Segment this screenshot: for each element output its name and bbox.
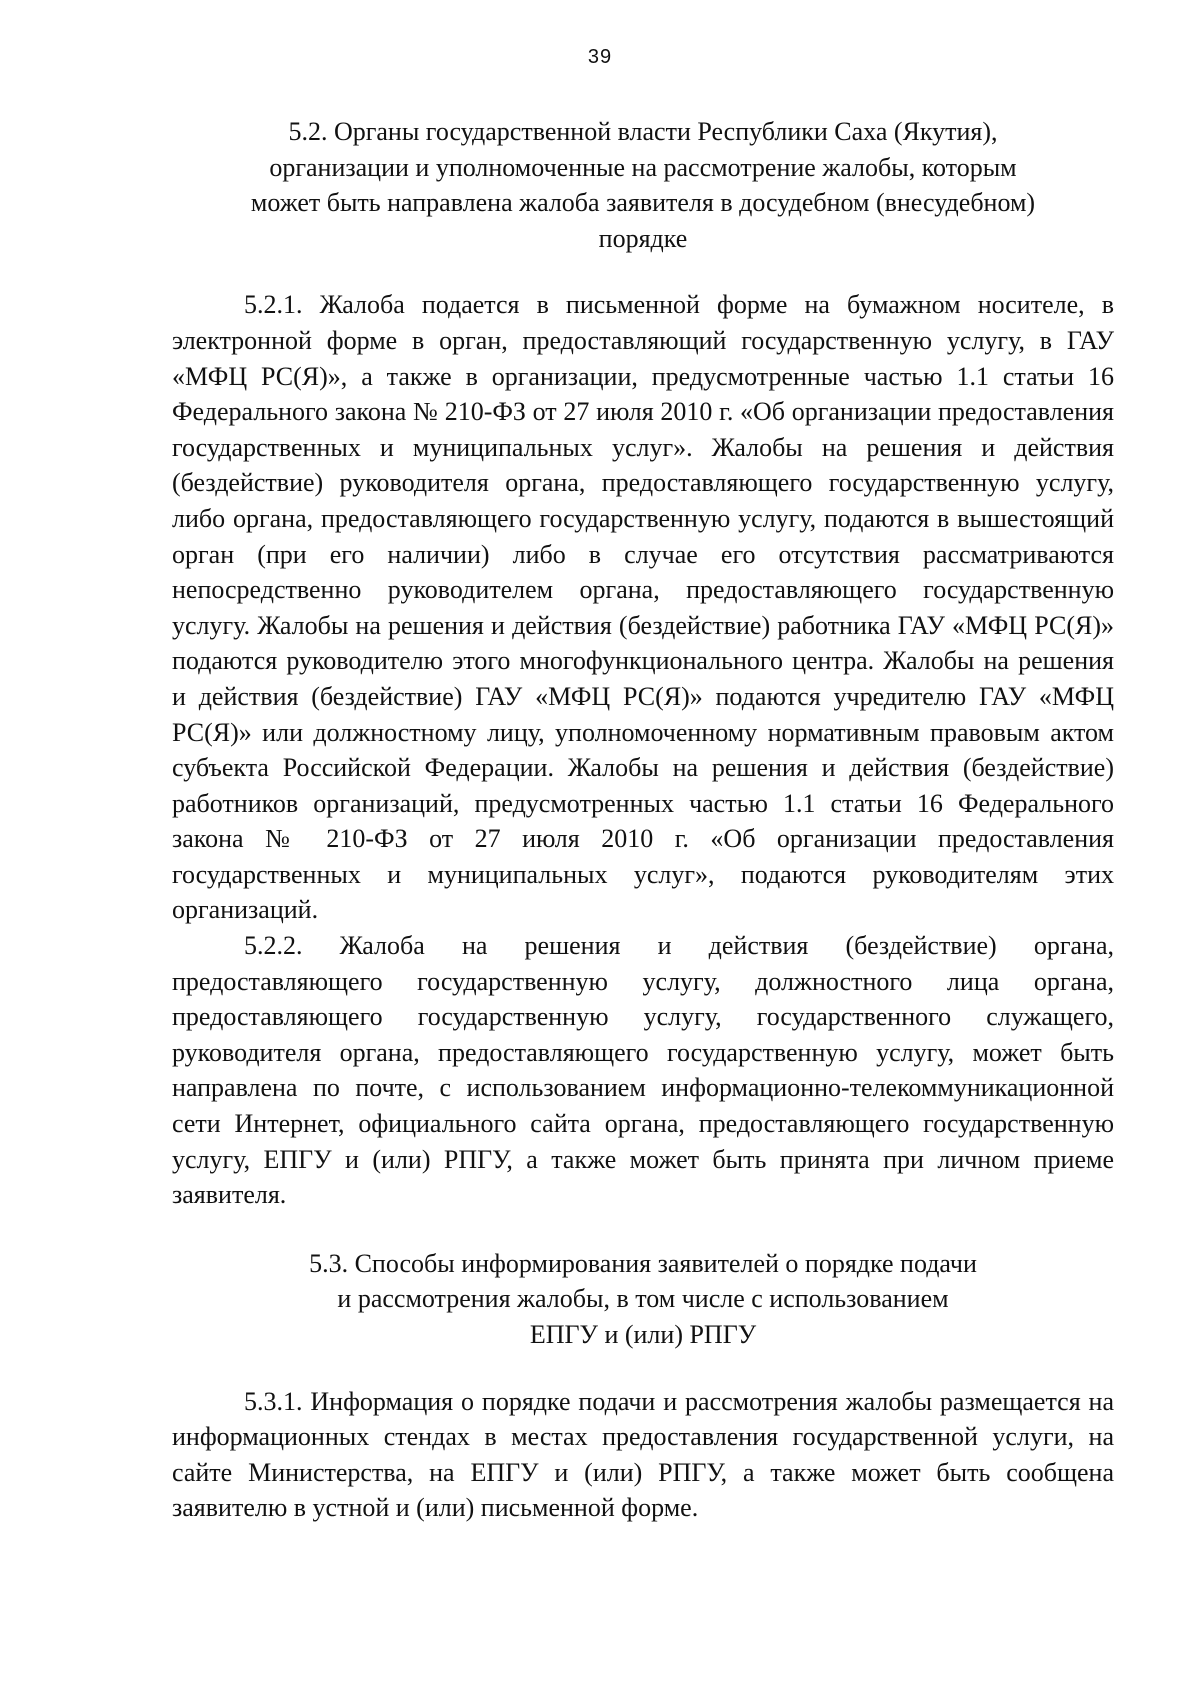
spacer — [172, 1353, 1114, 1384]
heading-line: и рассмотрения жалобы, в том числе с использованием — [337, 1284, 949, 1314]
heading-line: может быть направлена жалоба заявителя в досудебном (внесудебном) — [250, 188, 1036, 218]
heading-line: 5.3. Способы информирования заявителей о порядке подачи — [309, 1248, 977, 1278]
spacer — [172, 1213, 1114, 1246]
heading-line: организации и уполномоченные на рассмотрение жалобы, которым — [269, 152, 1017, 182]
spacer — [172, 256, 1114, 287]
paragraph-5-2-1: 5.2.1. Жалоба подается в письменной форме на бумажном носителе, в электронной форме в орган, предоставляющий государственную услугу, в ГАУ «МФЦ РС(Я)», а также в организации, предусмотренные частью 1.1 статьи 16 Федерального закона № 210-ФЗ от 27 июля 2010 г. «Об организации предоставления государственных и муниципальных услуг». Жалобы на решения и действия (бездействие) руководителя органа, предоставляющего государственную услугу, либо органа, предоставляющего государственную услугу, подаются в вышестоящий орган (при его наличии) либо в случае его отсутствия рассматриваются непосредственно руководителем органа, предоставляющего государственную услугу. Жалобы на решения и действия (бездействие) работника ГАУ «МФЦ РС(Я)» подаются руководителю этого многофункционального центра. Жалобы на решения и действия (бездействие) ГАУ «МФЦ РС(Я)» подаются учредителю ГАУ «МФЦ РС(Я)» или должностному лицу, уполномоченному нормативным правовым актом субъекта Российской Федерации. Жалобы на решения и действия (бездействие) работников организаций, предусмотренных частью 1.1 статьи 16 Федерального закона № 210-ФЗ от 27 июля 2010 г. «Об организации предоставления государственных и муниципальных услуг», подаются руководителям этих организаций. — [172, 290, 1114, 925]
heading-line: 5.2. Органы государственной власти Республики Саха (Якутия), — [288, 117, 998, 146]
document-body — [172, 114, 1114, 1526]
heading-line: ЕПГУ и (или) РПГУ — [529, 1320, 757, 1349]
paragraph-5-2-2: 5.2.2. Жалоба на решения и действия (бездействие) органа, предоставляющего государственную услугу, должностного лица органа, предоставляющего государственную услугу, государственного служащего, руководителя органа, предоставляющего государственную услугу, может быть направлена по почте, с использованием информационно-телекоммуникационной сети Интернет, официального сайта органа, предоставляющего государственную услугу, ЕПГУ и (или) РПГУ, а также может быть принята при личном приеме заявителя. — [172, 931, 1114, 1210]
page-number: 39 — [587, 46, 613, 68]
paragraph-5-3-1: 5.3.1. Информация о порядке подачи и рассмотрения жалобы размещается на информационных стендах в местах предоставления государственной услуги, на сайте Министерства, на ЕПГУ и (или) РПГУ, а также может быть сообщена заявителю в устной и (или) письменной форме. — [172, 1386, 1114, 1523]
section-5-3-heading — [172, 1246, 1114, 1353]
section-5-2-heading — [172, 114, 1114, 256]
heading-line: порядке — [598, 223, 688, 253]
